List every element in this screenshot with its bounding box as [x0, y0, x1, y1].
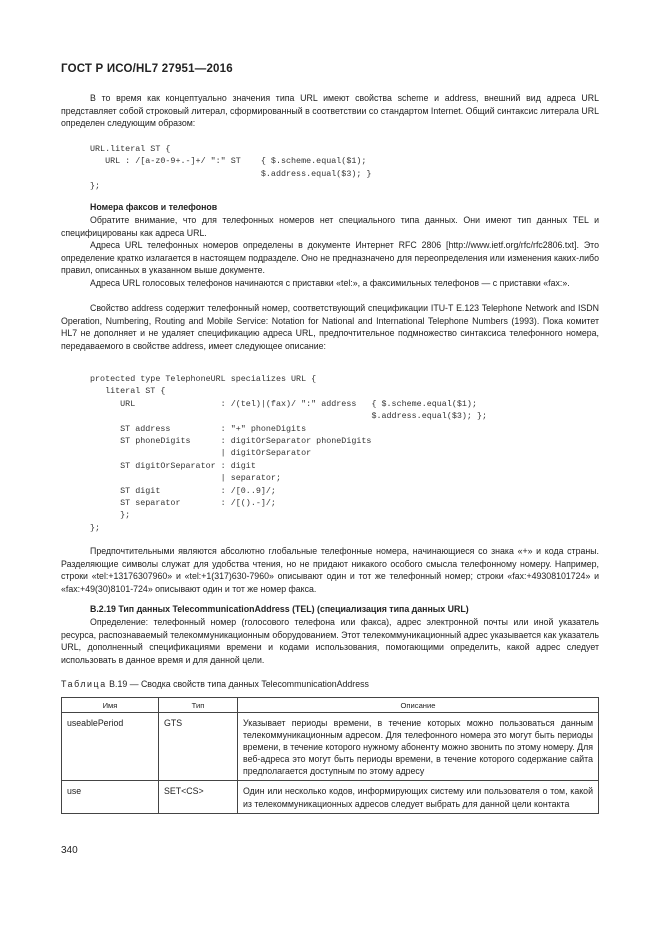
table-row: [62, 713, 599, 781]
paragraph-global-numbers: Предпочтительными являются абсолютно глобальные телефонные номера, начинающиеся со знака «+» и кода страны. Разделяющие символы служат для удобства чтения, но не придают никакого особого смысла телефонному номеру. Например, строки «tel:+13176307960» и «tel:+1(317)630-7960» описывают один и тот же телефонный номер; строки «fax:+49308101724» и «fax:+49(30)8101-724» описывают один и тот же номер факса.: [61, 546, 599, 594]
paragraph-prefixes: Адреса URL голосовых телефонов начинаются с приставки «tel:», а факсимильных телефонов — с приставки «fax:».: [90, 278, 570, 288]
table-caption-text: B.19 — Сводка свойств типа данных TelecommunicationAddress: [109, 679, 369, 689]
page-number: 340: [61, 845, 78, 856]
column-header-name: Имя: [62, 698, 159, 713]
cell-name: use: [62, 781, 159, 813]
column-header-description: Описание: [238, 698, 599, 713]
table-caption: [61, 679, 369, 689]
document-header: ГОСТ Р ИСО/HL7 27951—2016: [61, 63, 233, 75]
properties-table: [61, 697, 599, 814]
cell-description: Указывает периоды времени, в течение которых можно пользоваться данным телекоммуникационным адресом. Для телефонного номера это могут быть периоды времени, в течение которого нужному абоненту можно звонить по этому номеру. Для веб-адреса это могут быть периоды времени, в течение которого содержание сайта предполагается доступным по этому адресу: [238, 713, 599, 781]
subheading-fax-phone: Номера факсов и телефонов: [90, 202, 218, 212]
paragraph-rfc2806: Адреса URL телефонных номеров определены в документе Интернет RFC 2806 [http://www.ietf.org/rfc/rfc2806.txt]. Это определение кратко излагается в настоящем подразделе. Оно не предназначено для переопределения или изменения каких-либо правил, описанных в указанном выше документе.: [61, 240, 599, 276]
column-header-type: Тип: [159, 698, 238, 713]
cell-type: SET<CS>: [159, 781, 238, 813]
table-caption-label: Таблица: [61, 679, 107, 689]
table-header-row: [62, 698, 599, 713]
cell-type: GTS: [159, 713, 238, 781]
section-title-b219: B.2.19 Тип данных TelecommunicationAddress (TEL) (специализация типа данных URL): [90, 604, 469, 614]
cell-description: Один или несколько кодов, информирующих систему или пользователя о том, какой из телекоммуникационных адресов следует выбрать для данной цели контакта: [238, 781, 599, 813]
code-block-telephone-url: protected type TelephoneURL specializes URL { literal ST { URL : /(tel)|(fax)/ ":" address { $.scheme.equal($1); $.address.equal($3); }; ST address : "+" phoneDigits ST phoneDigits : digitOrSeparator phoneDigits | digitOrSeparator ST digitOrSeparator : digit | separator; ST digit : /[0..9]/; ST separator : /[().-]/; }; };: [90, 374, 488, 533]
paragraph-itu-e123: Свойство address содержит телефонный номер, соответствующий спецификации ITU-T E.123 Telephone Network and ISDN Operation, Numbering, Routing and Mobile Service: Notation for National and International Telephone Numbers (1993). Пока комитет HL7 не дополняет и не удаляет спецификацию адреса URL, предпочтительное подмножество синтаксиса телефонного номера, передаваемого в свойстве address, имеет следующее описание:: [61, 303, 599, 351]
paragraph-definition: Определение: телефонный номер (голосового телефона или факса), адрес электронной почты или иной указатель ресурса, распознаваемый телекоммуникационным оборудованием. Этот телекоммуникационный адрес указывается как указатель URL, дополненный спецификациями времени и кодами использования, помогающими определить, какой адрес следует использовать в данное время и для данной цели.: [61, 617, 599, 665]
table-row: [62, 781, 599, 813]
intro-paragraph: В то время как концептуально значения типа URL имеют свойства scheme и address, внешний вид адреса URL представляет собой строковый литерал, сформированный в соответствии со стандартом Internet. Общий синтаксис литерала URL определен следующим образом:: [61, 93, 599, 129]
code-block-url-literal: URL.literal ST { URL : /[a-z0-9+.-]+/ ":" ST { $.scheme.equal($1); $.address.equal($3); } };: [90, 144, 372, 192]
cell-name: useablePeriod: [62, 713, 159, 781]
paragraph-tel-type: Обратите внимание, что для телефонных номеров нет специального типа данных. Они имеют тип данных TEL и специфицированы как адреса URL.: [61, 215, 599, 238]
